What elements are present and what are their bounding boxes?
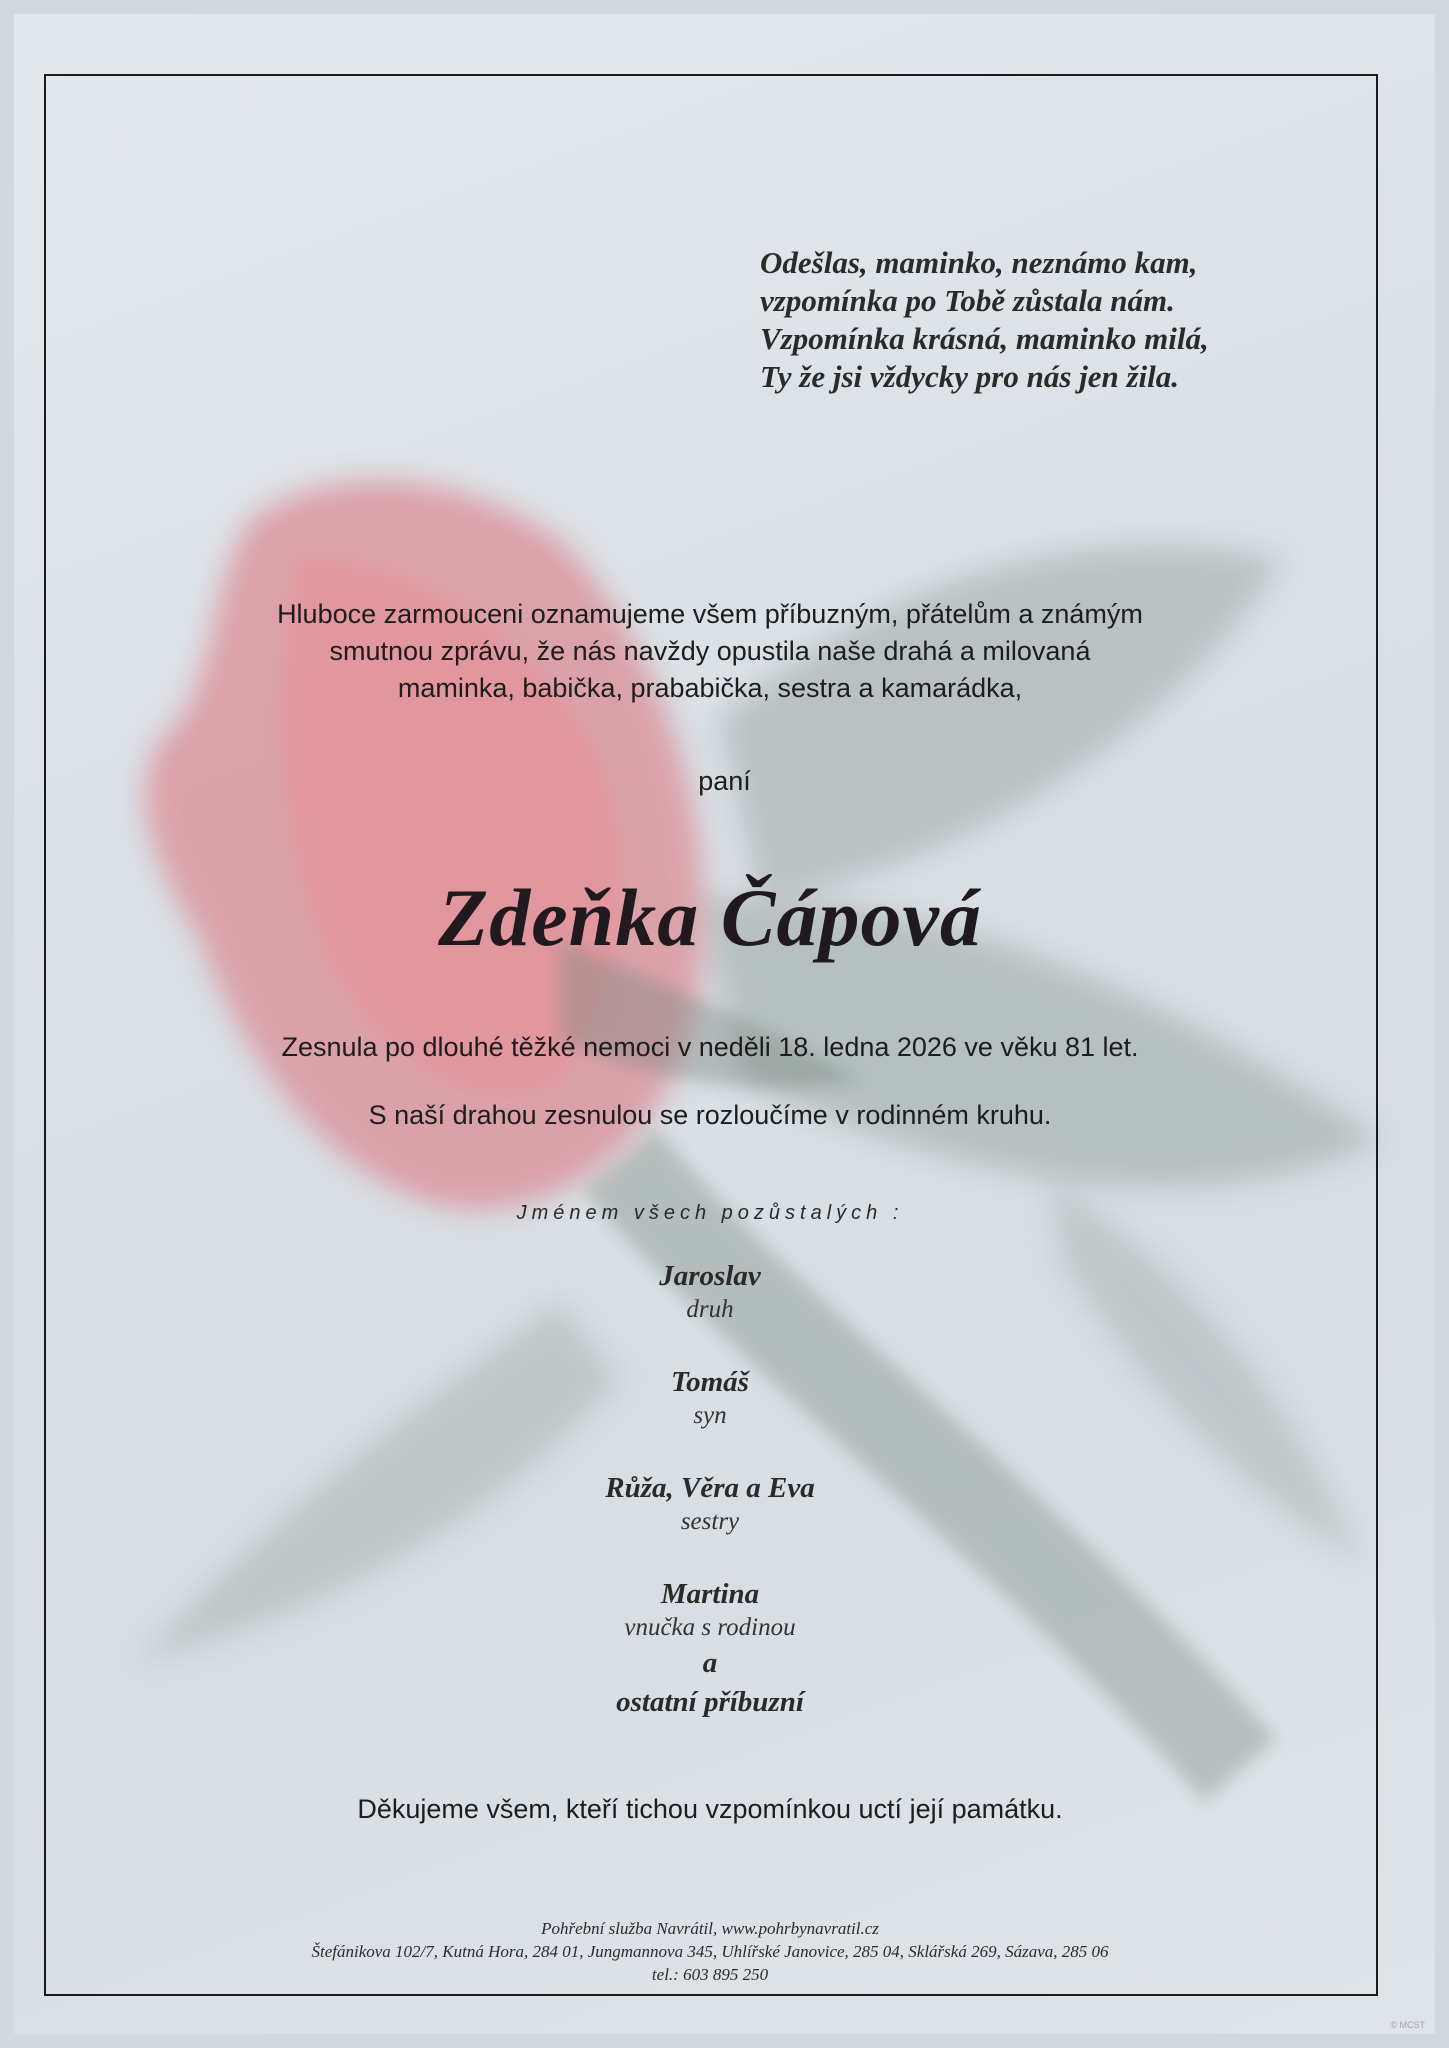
announcement-line: smutnou zprávu, že nás navždy opustila naše drahá a milovaná: [329, 636, 1091, 666]
deceased-name: Zdeňka Čápová: [438, 872, 982, 963]
mourner-name: Martina: [660, 1578, 760, 1610]
announcement-line: maminka, babička, prababička, sestra a kamarádka,: [397, 673, 1023, 703]
poem-line: vzpomínka po Tobě zůstala nám.: [760, 283, 1175, 318]
footer-line: tel.: 603 895 250: [651, 1965, 769, 1984]
poem-line: Ty že jsi vždycky pro nás jen žila.: [760, 359, 1180, 394]
farewell-notice: S naší drahou zesnulou se rozloučíme v rodinném kruhu.: [368, 1100, 1052, 1130]
mourner-relation: druh: [686, 1296, 734, 1323]
mourners-conjunction: a: [702, 1647, 718, 1679]
on-behalf-heading: Jménem všech pozůstalých :: [516, 1202, 904, 1224]
poem-line: Odešlas, maminko, neznámo kam,: [760, 245, 1198, 280]
footer-line: Štefánikova 102/7, Kutná Hora, 284 01, Jungmannova 345, Uhlířské Janovice, 285 04, Sklářská 269, Sázava, 285 06: [311, 1942, 1109, 1961]
mourner-name: Jaroslav: [659, 1260, 761, 1292]
footer-line: Pohřební služba Navrátil, www.pohrbynavratil.cz: [541, 1919, 879, 1938]
watermark: © MCST: [1390, 2020, 1425, 2030]
announcement-text: [140, 596, 1280, 707]
mourner-relation: syn: [693, 1402, 727, 1429]
mourner-name: Růža, Věra a Eva: [605, 1472, 815, 1504]
memorial-poem: [760, 244, 1320, 396]
mourners-list: [0, 1258, 1420, 1722]
mourner-relation: sestry: [680, 1508, 740, 1535]
thanks-text: Děkujeme všem, kteří tichou vzpomínkou uctí její památku.: [357, 1794, 1063, 1824]
salutation: paní: [698, 766, 751, 796]
poem-line: Vzpomínka krásná, maminko milá,: [760, 321, 1209, 356]
mourner-name: Tomáš: [671, 1366, 749, 1398]
other-relatives: ostatní příbuzní: [616, 1686, 804, 1718]
announcement-line: Hluboce zarmouceni oznamujeme všem příbuzným, přátelům a známým: [277, 599, 1143, 629]
funeral-service-footer: [0, 1917, 1420, 1986]
death-notice: Zesnula po dlouhé těžké nemoci v neděli 18. ledna 2026 ve věku 81 let.: [281, 1032, 1139, 1062]
mourner-relation: vnučka s rodinou: [624, 1614, 796, 1641]
